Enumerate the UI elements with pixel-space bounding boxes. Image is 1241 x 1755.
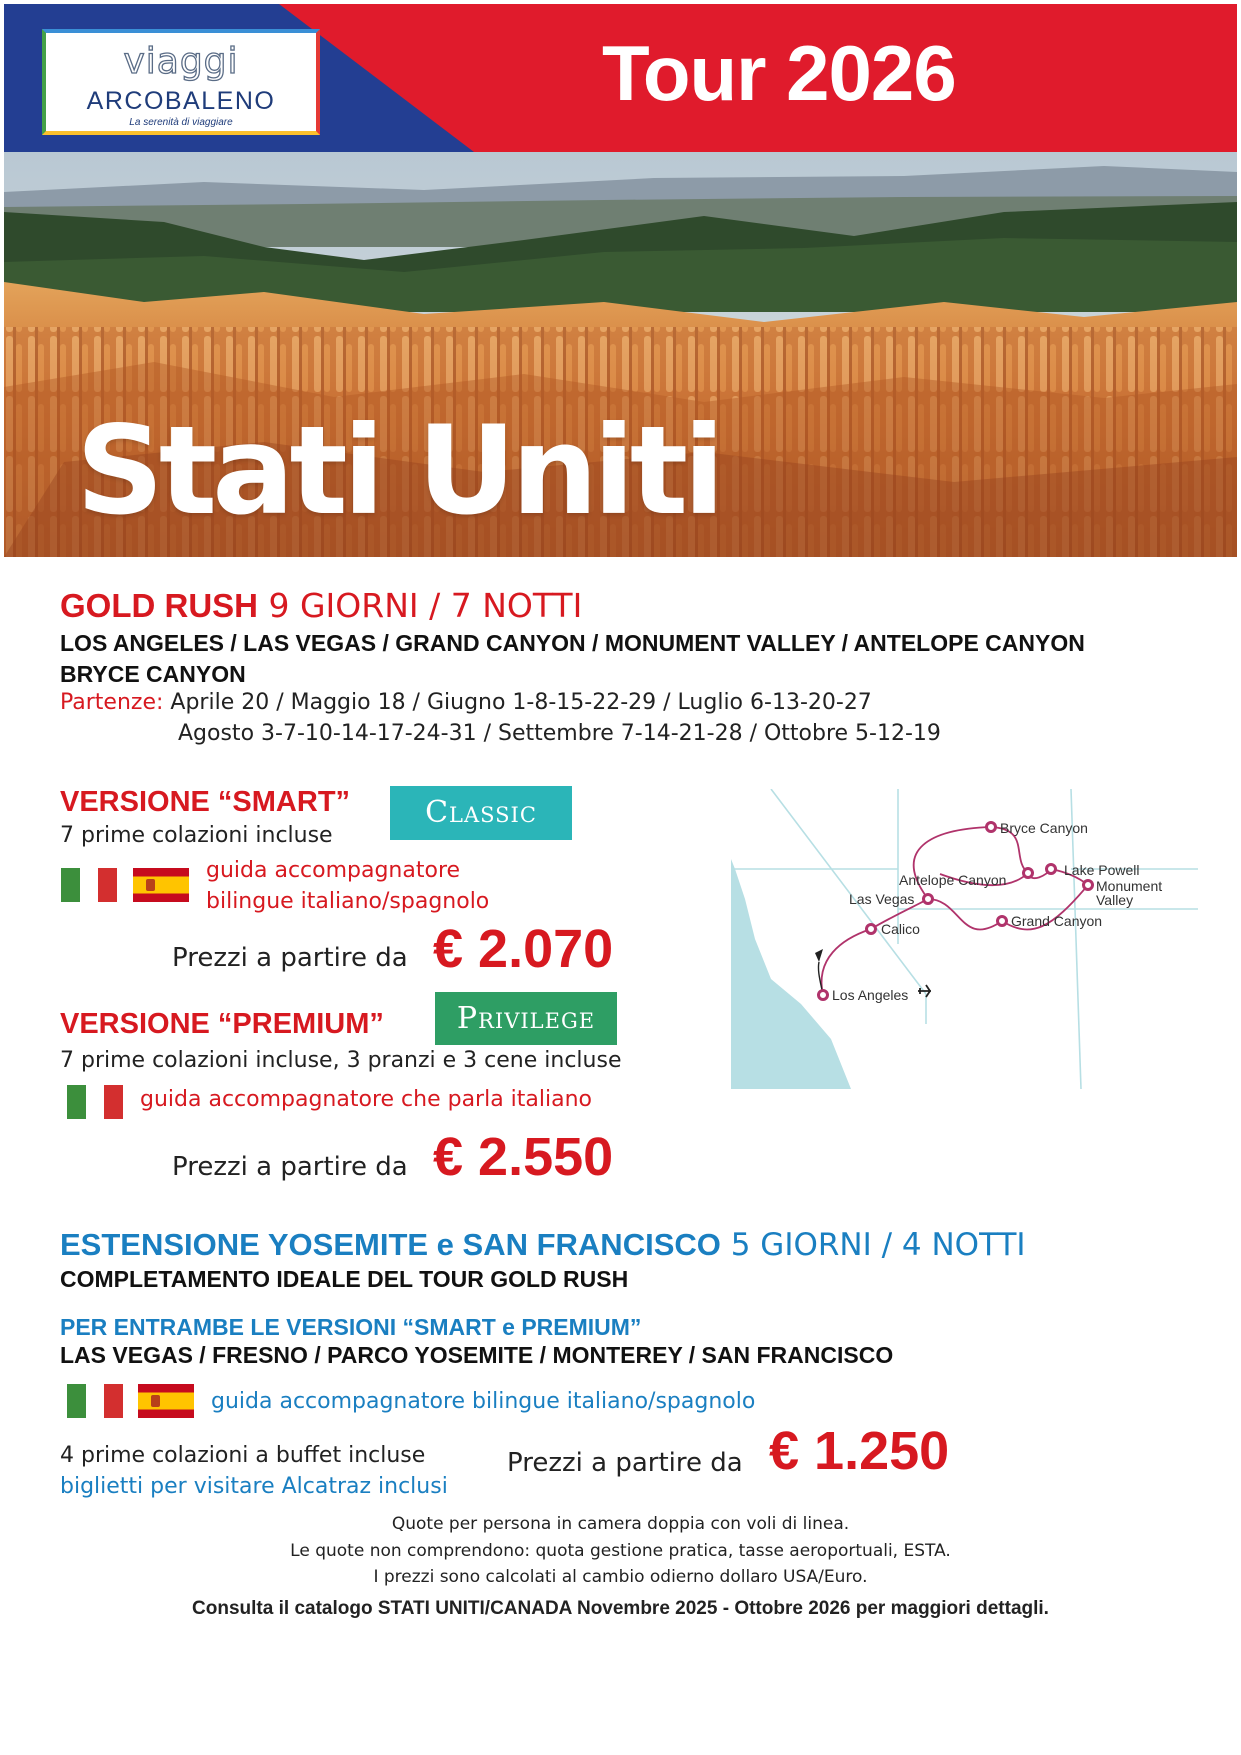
premium-meals: 7 prime colazioni incluse, 3 pranzi e 3 cene incluse	[60, 1048, 622, 1073]
extension-heading	[60, 1229, 1026, 1261]
extension-both-versions: PER ENTRAMBE LE VERSIONI “SMART e PREMIUM”	[60, 1314, 642, 1340]
extension-title: ESTENSIONE YOSEMITE e SAN FRANCISCO	[60, 1227, 721, 1262]
italy-flag-icon	[67, 1384, 123, 1418]
premium-price-label: Prezzi a partire da	[172, 1152, 408, 1182]
map-label-valley: Valley	[1096, 892, 1134, 908]
smart-price-label: Prezzi a partire da	[172, 943, 408, 973]
extension-price-label: Prezzi a partire da	[507, 1448, 743, 1478]
extension-meals: 4 prime colazioni a buffet incluse	[60, 1443, 426, 1468]
logo-top-text: viaggi	[123, 41, 239, 82]
extension-route: LAS VEGAS / FRESNO / PARCO YOSEMITE / MONTEREY / SAN FRANCISCO	[60, 1342, 894, 1368]
spain-flag-icon	[133, 868, 189, 902]
gold-rush-route-line2: BRYCE CANYON	[60, 661, 246, 687]
map-label-las-vegas: Las Vegas	[849, 891, 915, 907]
premium-guide: guida accompagnatore che parla italiano	[140, 1087, 593, 1112]
privilege-badge: Privilege	[435, 992, 617, 1045]
logo-brand-text: ARCOBALENO	[86, 87, 276, 115]
hero-title: Stati Uniti	[76, 400, 720, 542]
extension-subtitle: COMPLETAMENTO IDEALE DEL TOUR GOLD RUSH	[60, 1266, 629, 1292]
route-map-graphic	[731, 789, 1198, 1089]
page-title: Tour 2026	[602, 29, 956, 117]
premium-title: VERSIONE “PREMIUM”	[60, 1008, 384, 1040]
header-banner	[4, 4, 1237, 152]
classic-badge: Classic	[390, 786, 572, 840]
route-map	[731, 789, 1198, 1089]
footer-note-2: Le quote non comprendono: quota gestione pratica, tasse aeroportuali, ESTA.	[290, 1541, 951, 1561]
footer-catalog-note: Consulta il catalogo STATI UNITI/CANADA Novembre 2025 - Ottobre 2026 per maggiori dettagli.	[192, 1598, 1049, 1619]
smart-meals: 7 prime colazioni incluse	[60, 823, 333, 848]
map-label-lake-powell: Lake Powell	[1064, 862, 1140, 878]
departures-line2: Agosto 3-7-10-14-17-24-31 / Settembre 7-14-21-28 / Ottobre 5-12-19	[178, 721, 941, 746]
gold-rush-heading	[60, 586, 583, 625]
spain-flag-icon	[138, 1384, 194, 1418]
smart-title: VERSIONE “SMART”	[60, 786, 351, 818]
gold-rush-name: GOLD RUSH	[60, 587, 258, 624]
italy-flag-icon	[61, 868, 117, 902]
italy-flag-icon	[67, 1085, 123, 1119]
map-label-antelope-canyon: Antelope Canyon	[899, 872, 1007, 888]
smart-price: € 2.070	[433, 919, 614, 979]
map-label-grand-canyon: Grand Canyon	[1011, 913, 1103, 929]
logo	[42, 29, 320, 135]
smart-guide-line2: bilingue italiano/spagnolo	[206, 889, 490, 914]
departures-line1	[60, 690, 872, 715]
extension-alcatraz: biglietti per visitare Alcatraz inclusi	[60, 1474, 448, 1499]
map-label-calico: Calico	[881, 921, 920, 937]
logo-tagline: La serenità di viaggiare	[129, 117, 233, 128]
footer-note-1: Quote per persona in camera doppia con voli di linea.	[391, 1514, 850, 1534]
premium-price: € 2.550	[433, 1127, 614, 1187]
departures-dates-1: Aprile 20 / Maggio 18 / Giugno 1-8-15-22-29 / Luglio 6-13-20-27	[170, 690, 872, 715]
map-label-monument: Monument	[1096, 878, 1163, 894]
map-label-bryce-canyon: Bryce Canyon	[1000, 820, 1088, 836]
gold-rush-duration: 9 GIORNI / 7 NOTTI	[268, 586, 583, 625]
extension-guide: guida accompagnatore bilingue italiano/spagnolo	[211, 1389, 756, 1414]
smart-guide-line1: guida accompagnatore	[206, 858, 461, 883]
extension-price: € 1.250	[769, 1421, 950, 1481]
footer-note-3: I prezzi sono calcolati al cambio odierno dollaro USA/Euro.	[373, 1567, 868, 1587]
gold-rush-route-line1: LOS ANGELES / LAS VEGAS / GRAND CANYON / MONUMENT VALLEY / ANTELOPE CANYON	[60, 630, 1085, 656]
extension-duration: 5 GIORNI / 4 NOTTI	[730, 1227, 1026, 1263]
map-label-los-angeles: Los Angeles	[832, 987, 909, 1003]
departures-label: Partenze:	[60, 690, 164, 715]
